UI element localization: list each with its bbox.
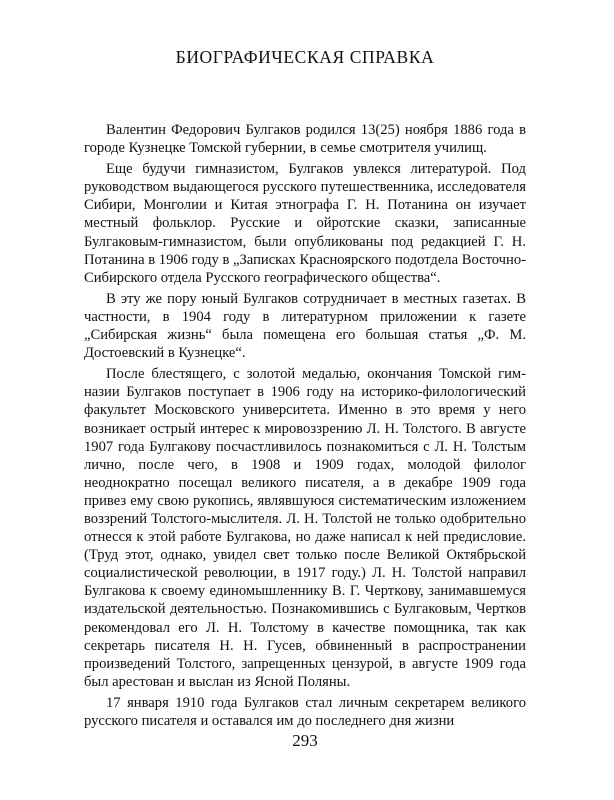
document-page <box>84 0 526 800</box>
paragraph-5: 17 января 1910 года Булгаков стал личным секретарем великого русского писателя и оставался им до последнего дня жизни <box>84 694 526 729</box>
paragraph-1: Валентин Федорович Булгаков родился 13(25) ноября 1886 года в городе Кузнецке Томской губернии, в семье смотрителя училищ. <box>84 122 526 157</box>
paragraph-3: В эту же пору юный Булгаков сотрудничает в местных газетах. В частности, в 1904 году в литературном приложении к газете „Сибирская жизнь“ была помещена его большая статья „Ф. М. Достоевский в Кузнецке“. <box>84 290 526 362</box>
page-number: 293 <box>292 731 318 750</box>
body-text <box>84 121 526 733</box>
page-title: БИОГРАФИЧЕСКАЯ СПРАВКА <box>175 47 435 67</box>
paragraph-2: Еще будучи гимназистом, Булгаков увлекся литературой. Под руководством выдающегося русского путешественника, исследователя Сибири, Монголии и Китая этнографа Г. Н. Потанина он изучает местный фольклор. Русские и ойротские сказки, записанные Булгаковым-гимназистом, были опубликованы под редакцией Г. Н. Потанина в 1906 году в „Записках Красноярского подотдела Восточно-Сибирского отдела Русского географического общества“. <box>84 161 526 286</box>
paragraph-4: После блестящего, с золотой медалью, окончания Томской гимназии Булгаков поступает в 1906 году на историко-филологический факультет Московского университета. Именно в это время у него возникает острый интерес к мировоззрению Л. Н. Толстого. В августе 1907 года Булгакову посчастливилось познакомиться с Л. Н. Толстым лично, после чего, в 1908 и 1909 годах, молодой филолог неоднократно посещал великого писателя, а в декабре 1909 года привез ему свою рукопись, являвшуюся систематическим изложением воззрений Толстого-мыслителя. Л. Н. Толстой не только одобрительно отнесся к этой работе Булгакова, но даже написал к ней предисловие. (Труд этот, однако, увидел свет только после Великой Октябрьской социалистической революции, в 1917 году.) Л. Н. Толстой направил Булгакова к своему единомышленнику В. Г. Черткову, занимавшемуся издательской деятельностью. Познакомившись с Булгаковым, Чертков рекомендовал его Л. Н. Толстому в качестве помощника, так как секретарь писателя Н. Н. Гусев, обвиненный в распространении произведений Толстого, запрещенных цензурой, в августе 1909 года был арестован и выслан из Ясной Поляны. <box>84 366 526 690</box>
